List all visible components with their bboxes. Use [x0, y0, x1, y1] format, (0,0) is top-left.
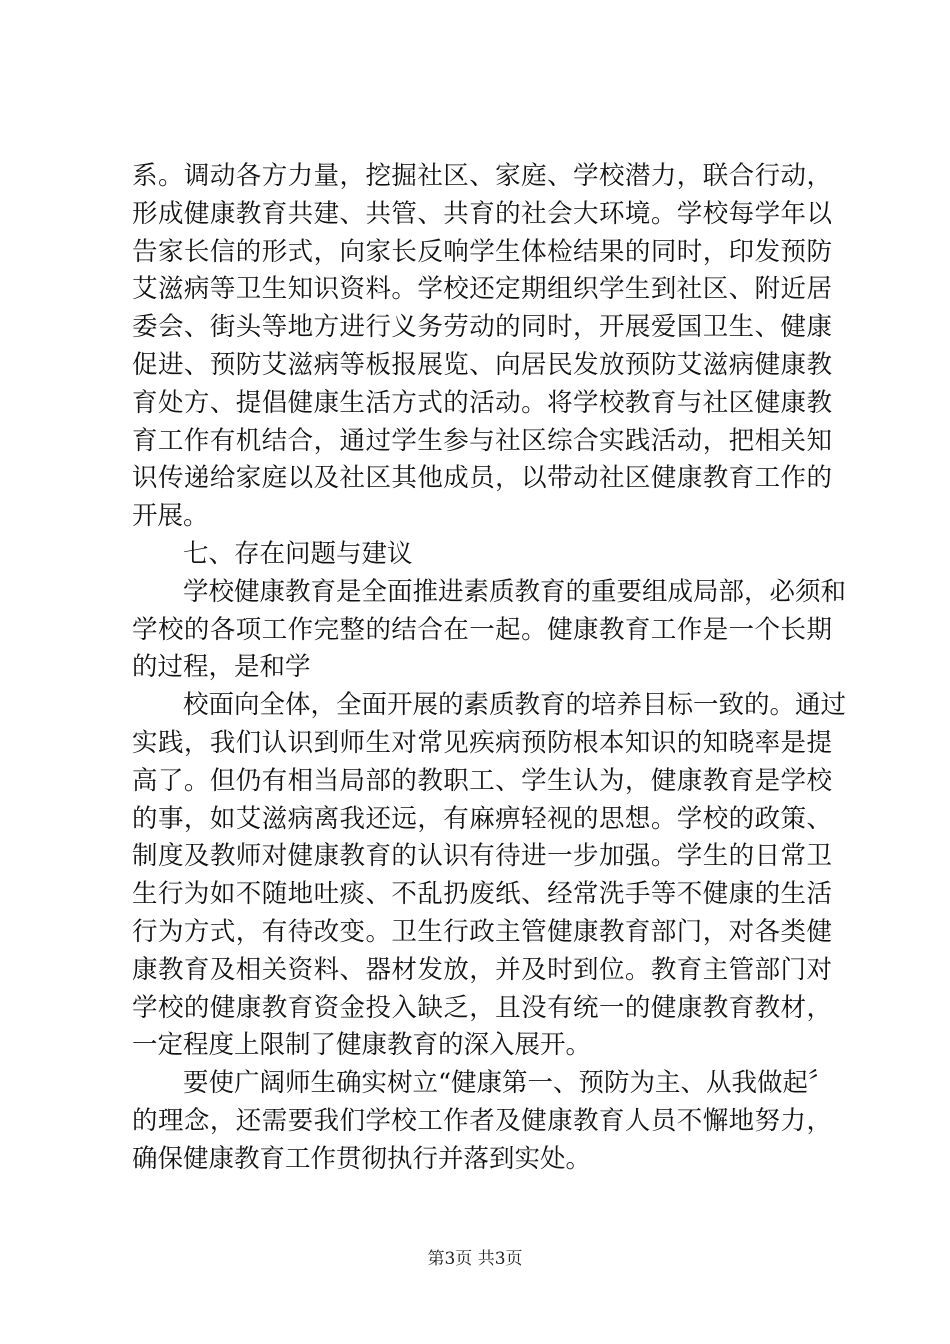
text-line: 学校健康教育是全面推进素质教育的重要组成局部，必须和 [183, 576, 847, 607]
text-line: 促进、预防艾滋病等板报展览、向居民发放预防艾滋病健康教 [132, 349, 832, 380]
text-line: 高了。但仍有相当局部的教职工、学生认为，健康教育是学校 [132, 765, 832, 796]
page-footer: 第3页 共3页 [427, 1249, 523, 1269]
text-line: 七、存在问题与建议 [183, 538, 413, 569]
text-line: 艾滋病等卫生知识资料。学校还定期组织学生到社区、附近居 [132, 274, 832, 305]
text-line: 的理念，还需要我们学校工作者及健康教育人员不懈地努力， [132, 1105, 832, 1136]
text-line: 形成健康教育共建、共管、共育的社会大环境。学校每学年以 [132, 198, 832, 229]
document-body [132, 158, 847, 1179]
text-line: 生行为如不随地吐痰、不乱扔废纸、经常洗手等不健康的生活 [132, 879, 832, 910]
text-line: 制度及教师对健康教育的认识有待进一步加强。学生的日常卫 [132, 841, 832, 872]
text-line: 委会、街头等地方进行义务劳动的同时，开展爱国卫生、健康 [132, 312, 832, 343]
text-line: 校面向全体，全面开展的素质教育的培养目标一致的。通过 [183, 690, 847, 721]
text-line: 育处方、提倡健康生活方式的活动。将学校教育与社区健康教 [132, 387, 832, 418]
text-line: 行为方式，有待改变。卫生行政主管健康教育部门，对各类健 [132, 916, 832, 947]
text-line: 一定程度上限制了健康教育的深入展开。 [132, 1030, 592, 1061]
text-line: 告家长信的形式，向家长反响学生体检结果的同时，印发预防 [132, 236, 832, 267]
text-line: 系。调动各方力量，挖掘社区、家庭、学校潜力，联合行动， [132, 161, 832, 191]
text-line: 确保健康教育工作贯彻执行并落到实处。 [132, 1143, 592, 1174]
text-line: 的过程，是和学 [132, 652, 311, 683]
text-line: 的事，如艾滋病离我还远，有麻痹轻视的思想。学校的政策、 [132, 803, 832, 834]
text-line: 实践，我们认识到师生对常见疾病预防根本知识的知晓率是提 [132, 727, 832, 758]
text-line: 学校的健康教育资金投入缺乏，且没有统一的健康教育教材， [132, 992, 832, 1023]
text-line: 学校的各项工作完整的结合在一起。健康教育工作是一个长期 [132, 614, 832, 645]
text-line: 康教育及相关资料、器材发放，并及时到位。教育主管部门对 [132, 954, 832, 985]
text-line: 识传递给家庭以及社区其他成员，以带动社区健康教育工作的 [132, 463, 832, 494]
text-line: 要使广阔师生确实树立“健康第一、预防为主、从我做起〞 [183, 1068, 834, 1099]
text-line: 育工作有机结合，通过学生参与社区综合实践活动，把相关知 [132, 425, 832, 456]
text-line: 开展。 [132, 501, 209, 532]
